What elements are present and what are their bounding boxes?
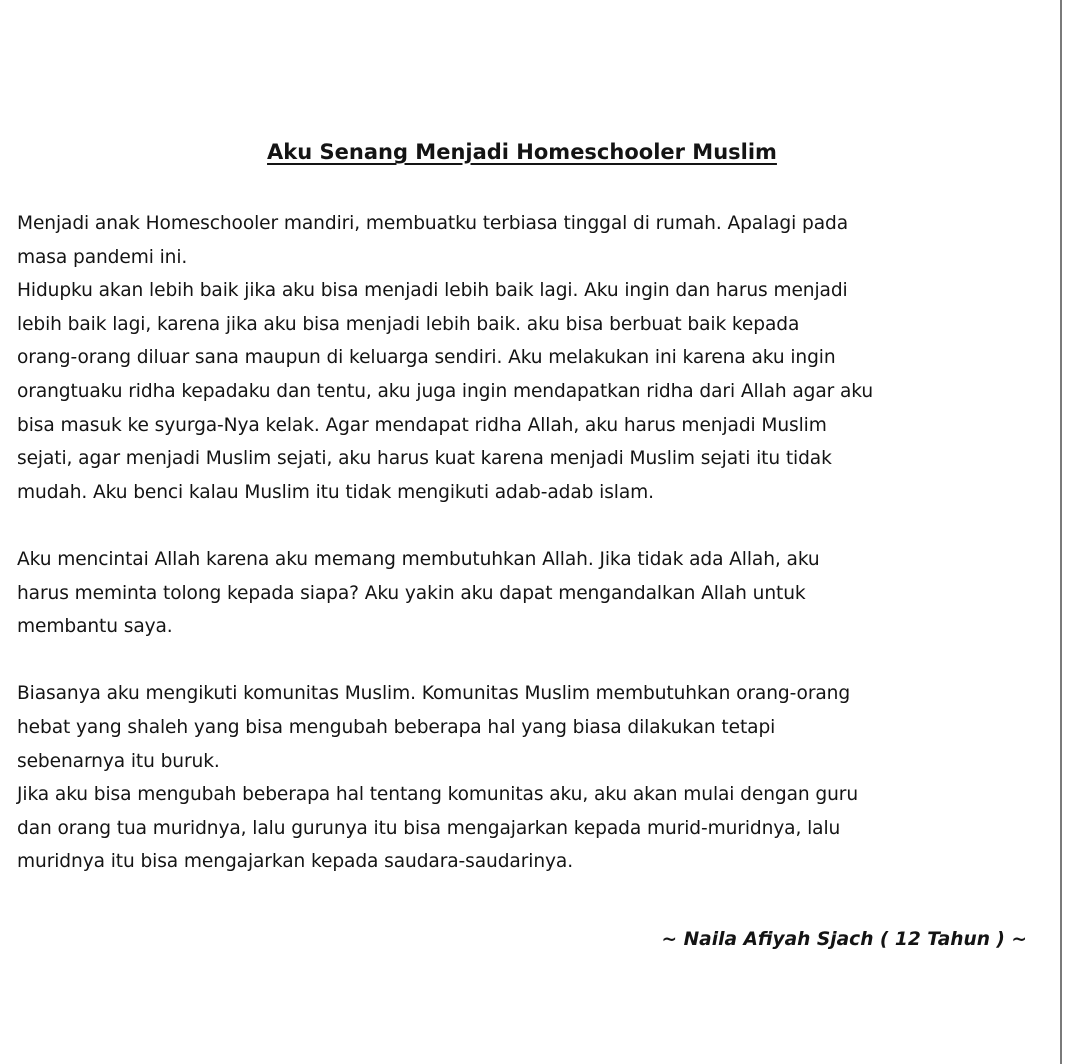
paragraph-2 (17, 543, 1027, 644)
text-line: Aku mencintai Allah karena aku memang membutuhkan Allah. Jika tidak ada Allah, aku (17, 548, 820, 570)
text-line: masa pandemi ini. (17, 246, 188, 268)
text-line: hebat yang shaleh yang bisa mengubah beberapa hal yang biasa dilakukan tetapi (17, 716, 776, 738)
text-line: lebih baik lagi, karena jika aku bisa menjadi lebih baik. aku bisa berbuat baik kepada (17, 313, 800, 335)
text-line: bisa masuk ke syurga-Nya kelak. Agar mendapat ridha Allah, aku harus menjadi Muslim (17, 414, 827, 436)
text-line: Jika aku bisa mengubah beberapa hal tentang komunitas aku, aku akan mulai dengan guru (17, 784, 859, 806)
text-line: Menjadi anak Homeschooler mandiri, membuatku terbiasa tinggal di rumah. Apalagi pada (17, 213, 849, 234)
text-line: Biasanya aku mengikuti komunitas Muslim. Komunitas Muslim membutuhkan orang-orang (17, 683, 851, 705)
paragraph-3 (17, 677, 1027, 879)
text-line: orangtuaku ridha kepadaku dan tentu, aku juga ingin mendapatkan ridha dari Allah agar aku (17, 380, 874, 402)
text-line: dan orang tua muridnya, lalu gurunya itu bisa mengajarkan kepada murid-muridnya, lalu (17, 817, 841, 839)
text-line: mudah. Aku benci kalau Muslim itu tidak mengikuti adab-adab islam. (17, 481, 654, 503)
document-title: Aku Senang Menjadi Homeschooler Muslim (267, 140, 777, 164)
page-edge-divider (1060, 0, 1062, 1064)
text-line: membantu saya. (17, 616, 173, 638)
text-line: sejati, agar menjadi Muslim sejati, aku harus kuat karena menjadi Muslim sejati itu tidak (17, 448, 832, 470)
document-body (17, 207, 1027, 879)
text-line: sebenarnya itu buruk. (17, 750, 220, 772)
author-signature: ~ Naila Afiyah Sjach ( 12 Tahun ) ~ (661, 929, 1027, 950)
paragraph-1 (17, 207, 1027, 509)
text-line: muridnya itu bisa mengajarkan kepada saudara-saudarinya. (17, 851, 574, 873)
text-line: harus meminta tolong kepada siapa? Aku yakin aku dapat mengandalkan Allah untuk (17, 582, 806, 604)
text-line: Hidupku akan lebih baik jika aku bisa menjadi lebih baik lagi. Aku ingin dan harus menjadi (17, 280, 848, 302)
text-line: orang-orang diluar sana maupun di keluarga sendiri. Aku melakukan ini karena aku ingin (17, 347, 836, 369)
